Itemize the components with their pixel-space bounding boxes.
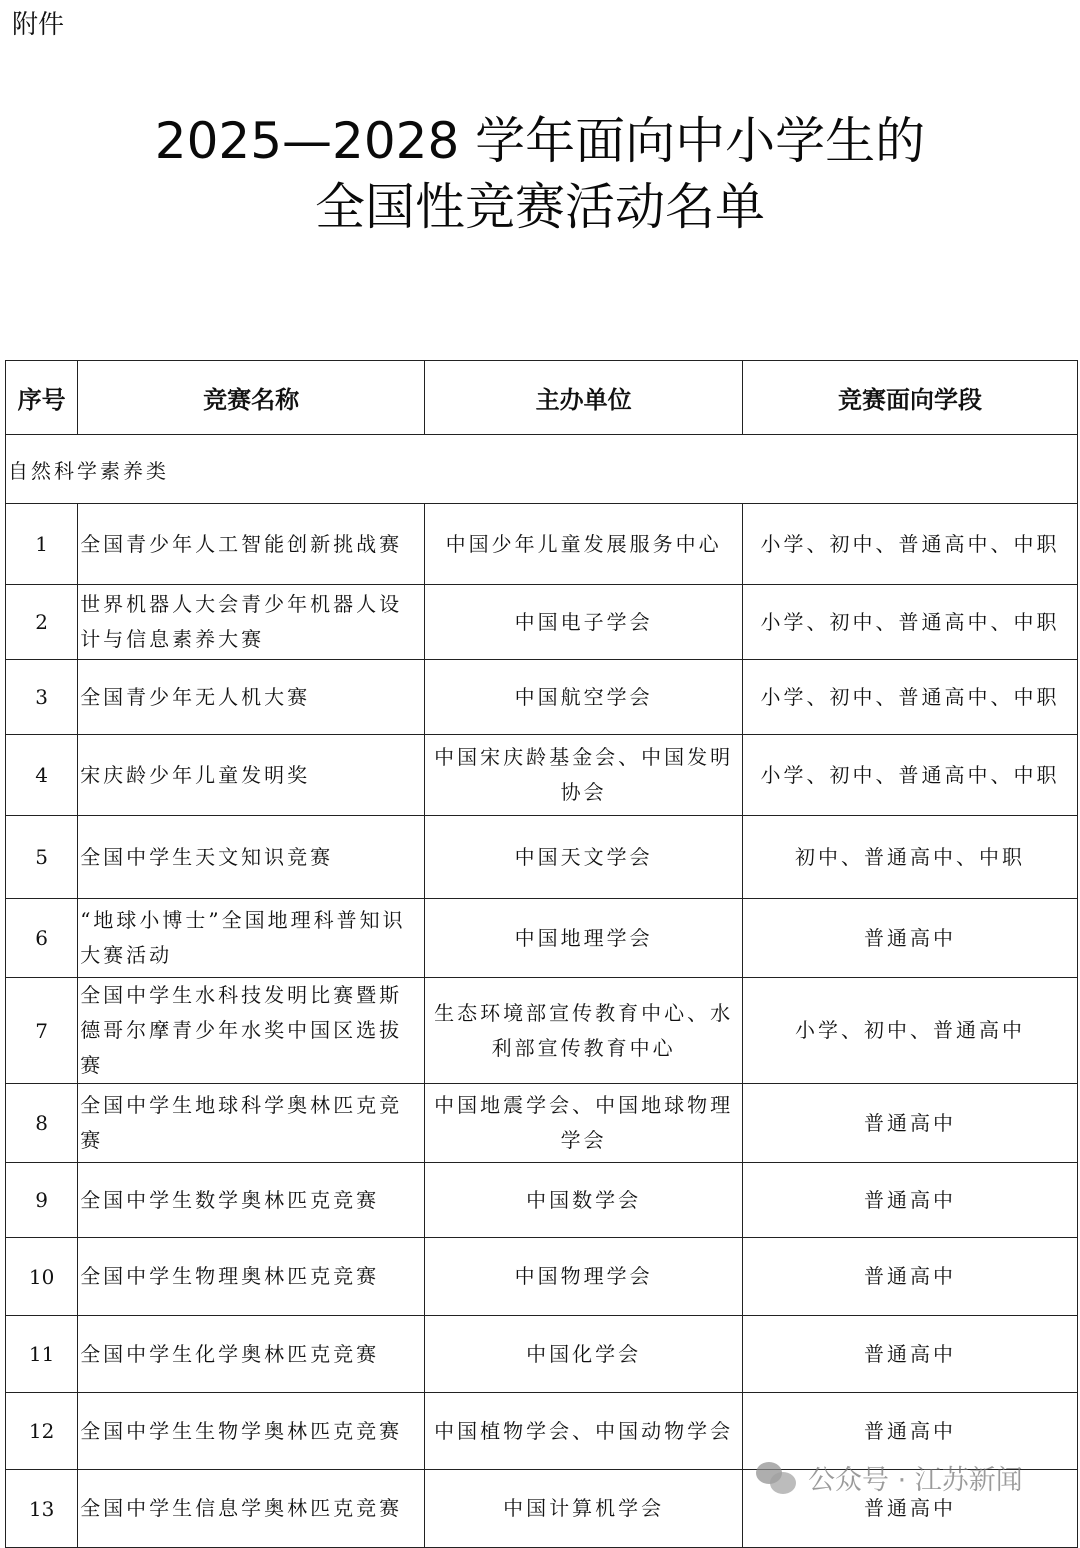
row-number: 4 bbox=[6, 735, 78, 816]
table-row bbox=[6, 978, 1078, 1084]
competition-name: 全国中学生水科技发明比赛暨斯德哥尔摩青少年水奖中国区选拔赛 bbox=[78, 978, 425, 1084]
competition-name: 宋庆龄少年儿童发明奖 bbox=[78, 735, 425, 816]
school-stage: 小学、初中、普通高中 bbox=[743, 978, 1078, 1084]
competition-name: 全国中学生天文知识竞赛 bbox=[78, 816, 425, 899]
organizer: 中国植物学会、中国动物学会 bbox=[425, 1393, 743, 1470]
watermark-text: 公众号 · 江苏新闻 bbox=[808, 1465, 1023, 1496]
competition-name: 全国中学生地球科学奥林匹克竞赛 bbox=[78, 1084, 425, 1163]
table-row bbox=[6, 1316, 1078, 1393]
organizer: 中国数学会 bbox=[425, 1163, 743, 1238]
school-stage: 小学、初中、普通高中、中职 bbox=[743, 660, 1078, 735]
competition-name: 全国中学生生物学奥林匹克竞赛 bbox=[78, 1393, 425, 1470]
school-stage: 初中、普通高中、中职 bbox=[743, 816, 1078, 899]
row-number: 10 bbox=[6, 1238, 78, 1316]
row-number: 7 bbox=[6, 978, 78, 1084]
competition-name: 全国中学生数学奥林匹克竞赛 bbox=[78, 1163, 425, 1238]
row-number: 1 bbox=[6, 504, 78, 585]
school-stage: 小学、初中、普通高中、中职 bbox=[743, 735, 1078, 816]
organizer: 中国少年儿童发展服务中心 bbox=[425, 504, 743, 585]
row-number: 8 bbox=[6, 1084, 78, 1163]
table-row bbox=[6, 735, 1078, 816]
table-row bbox=[6, 504, 1078, 585]
column-header-no: 序号 bbox=[6, 361, 78, 435]
school-stage: 普通高中 bbox=[743, 1393, 1078, 1470]
school-stage: 普通高中 bbox=[743, 1316, 1078, 1393]
table-header-row bbox=[6, 361, 1078, 435]
row-number: 13 bbox=[6, 1470, 78, 1548]
table-row bbox=[6, 660, 1078, 735]
table-row bbox=[6, 585, 1078, 660]
school-stage: 普通高中 bbox=[743, 1470, 1078, 1548]
row-number: 2 bbox=[6, 585, 78, 660]
row-number: 6 bbox=[6, 899, 78, 978]
row-number: 5 bbox=[6, 816, 78, 899]
table-row bbox=[6, 1084, 1078, 1163]
school-stage: 小学、初中、普通高中、中职 bbox=[743, 585, 1078, 660]
organizer: 生态环境部宣传教育中心、水利部宣传教育中心 bbox=[425, 978, 743, 1084]
competition-name: 全国中学生信息学奥林匹克竞赛 bbox=[78, 1470, 425, 1548]
page-title-line2: 全国性竞赛活动名单 bbox=[315, 178, 765, 236]
organizer: 中国电子学会 bbox=[425, 585, 743, 660]
wechat-icon bbox=[756, 1460, 798, 1496]
competition-name: 全国中学生物理奥林匹克竞赛 bbox=[78, 1238, 425, 1316]
category-row bbox=[6, 435, 1078, 504]
row-number: 12 bbox=[6, 1393, 78, 1470]
column-header-stage: 竞赛面向学段 bbox=[743, 361, 1078, 435]
row-number: 3 bbox=[6, 660, 78, 735]
school-stage: 小学、初中、普通高中、中职 bbox=[743, 504, 1078, 585]
attachment-label: 附件 bbox=[12, 10, 65, 40]
school-stage: 普通高中 bbox=[743, 1084, 1078, 1163]
organizer: 中国物理学会 bbox=[425, 1238, 743, 1316]
competition-name: 全国中学生化学奥林匹克竞赛 bbox=[78, 1316, 425, 1393]
organizer: 中国宋庆龄基金会、中国发明协会 bbox=[425, 735, 743, 816]
competition-table bbox=[5, 360, 1078, 1548]
school-stage: 普通高中 bbox=[743, 1238, 1078, 1316]
organizer: 中国地震学会、中国地球物理学会 bbox=[425, 1084, 743, 1163]
organizer: 中国地理学会 bbox=[425, 899, 743, 978]
organizer: 中国化学会 bbox=[425, 1316, 743, 1393]
competition-name: 世界机器人大会青少年机器人设计与信息素养大赛 bbox=[78, 585, 425, 660]
column-header-organizer: 主办单位 bbox=[425, 361, 743, 435]
category-label: 自然科学素养类 bbox=[6, 435, 1078, 504]
page-title-line1: 2025—2028 学年面向中小学生的 bbox=[154, 112, 926, 170]
table-row bbox=[6, 1238, 1078, 1316]
organizer: 中国计算机学会 bbox=[425, 1470, 743, 1548]
competition-name: 全国青少年无人机大赛 bbox=[78, 660, 425, 735]
table-row bbox=[6, 816, 1078, 899]
watermark bbox=[756, 1458, 1023, 1497]
competition-name: “地球小博士”全国地理科普知识大赛活动 bbox=[78, 899, 425, 978]
school-stage: 普通高中 bbox=[743, 1163, 1078, 1238]
table-row bbox=[6, 1163, 1078, 1238]
competition-name: 全国青少年人工智能创新挑战赛 bbox=[78, 504, 425, 585]
organizer: 中国天文学会 bbox=[425, 816, 743, 899]
school-stage: 普通高中 bbox=[743, 899, 1078, 978]
organizer: 中国航空学会 bbox=[425, 660, 743, 735]
table-row bbox=[6, 899, 1078, 978]
row-number: 11 bbox=[6, 1316, 78, 1393]
row-number: 9 bbox=[6, 1163, 78, 1238]
column-header-name: 竞赛名称 bbox=[78, 361, 425, 435]
